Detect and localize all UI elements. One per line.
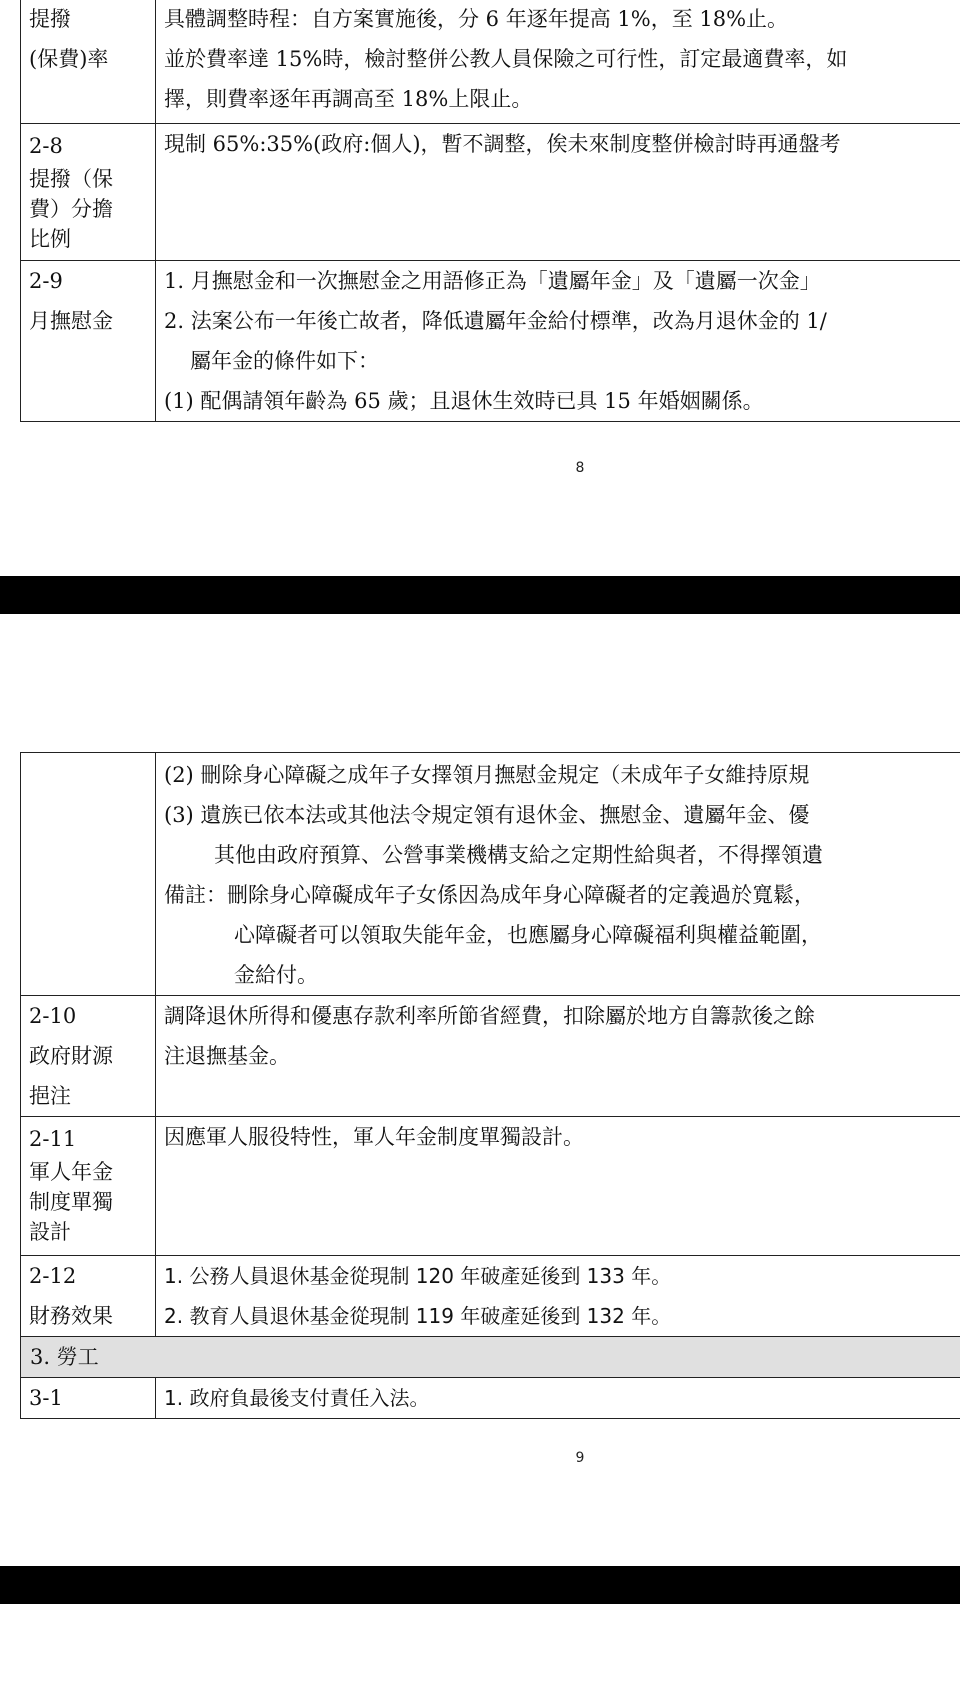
row-label-line: 政府財源 [29,1044,113,1068]
page-separator [0,576,960,614]
row-label-line: 2-11 [29,1127,77,1151]
row-label-line: 2-8 [29,134,63,158]
content-line: 心障礙者可以領取失能年金，也應屬身心障礙福利與權益範圍， [234,923,822,947]
section-title: 3. 勞工 [21,1337,960,1378]
row-label [21,261,156,422]
policy-table-page-8 [20,0,960,422]
page-separator [0,1566,960,1604]
table-row [21,753,960,996]
row-label-line: 提撥 [29,7,71,31]
content-line: 金給付。 [234,963,318,987]
row-label-line: 挹注 [29,1084,71,1108]
row-content [156,1256,960,1337]
content-line: 具體調整時程：自方案實施後，分 6 年逐年提高 1%，至 18%止。 [164,7,789,31]
table-row [21,124,960,261]
row-label-line: 月撫慰金 [29,309,113,333]
table-row [21,261,960,422]
row-content [156,1378,960,1419]
row-label-line: 軍人年金 [29,1160,113,1184]
row-label [21,753,156,996]
table-row [21,996,960,1117]
row-label-line: 2-9 [29,269,63,293]
row-label [21,1256,156,1337]
content-line: 其他由政府預算、公營事業機構支給之定期性給與者，不得擇領遺 [214,843,823,867]
content-line: 屬年金的條件如下： [190,349,379,373]
content-line: 因應軍人服役特性，軍人年金制度單獨設計。 [164,1125,584,1149]
table-row [21,1256,960,1337]
row-label [21,996,156,1117]
row-label-line: 費）分擔 [29,197,113,221]
content-line: 注退撫基金。 [164,1044,290,1068]
row-label [21,124,156,261]
row-label-line: 2-10 [29,1004,77,1028]
row-content [156,124,960,261]
row-label-line: 3-1 [29,1386,63,1410]
row-label-line: 設計 [29,1220,71,1244]
row-label [21,1378,156,1419]
row-content [156,0,960,124]
row-label [21,1117,156,1256]
row-label-line: 財務效果 [29,1304,113,1328]
section-header-row [21,1337,960,1378]
row-content [156,1117,960,1256]
content-line: 調降退休所得和優惠存款利率所節省經費，扣除屬於地方自籌款後之餘 [164,1004,815,1028]
row-content [156,261,960,422]
policy-table-page-9 [20,752,960,1419]
content-line: 1. 公務人員退休基金從現制 120 年破產延後到 133 年。 [164,1264,672,1288]
table-row [21,0,960,124]
content-line: (1) 配偶請領年齡為 65 歲；且退休生效時已具 15 年婚姻關係。 [164,389,764,413]
row-label-line: 提撥（保 [29,167,113,191]
page-number: 8 [575,460,585,476]
content-line: 現制 65%:35%(政府:個人)，暫不調整，俟未來制度整併檢討時再通盤考 [164,132,841,156]
row-content [156,996,960,1117]
row-label-line: 比例 [29,227,71,251]
row-label-line: 制度單獨 [29,1190,113,1214]
content-line: (2) 刪除身心障礙之成年子女擇領月撫慰金規定（未成年子女維持原規 [164,763,810,787]
content-line: 備註：刪除身心障礙成年子女係因為成年身心障礙者的定義過於寬鬆， [164,883,815,907]
row-label-line: (保費)率 [29,47,109,71]
content-line: 1. 政府負最後支付責任入法。 [164,1386,430,1410]
row-content [156,753,960,996]
table-row [21,1117,960,1256]
content-line: 1. 月撫慰金和一次撫慰金之用語修正為「遺屬年金」及「遺屬一次金」 [164,269,821,293]
content-line: 擇，則費率逐年再調高至 18%上限止。 [164,87,533,111]
content-line: (3) 遺族已依本法或其他法令規定領有退休金、撫慰金、遺屬年金、優 [164,803,810,827]
content-line: 並於費率達 15%時，檢討整併公教人員保險之可行性，訂定最適費率，如 [164,47,848,71]
content-line: 2. 法案公布一年後亡故者，降低遺屬年金給付標準，改為月退休金的 1/ [164,309,827,333]
row-label [21,0,156,124]
row-label-line: 2-12 [29,1264,77,1288]
content-line: 2. 教育人員退休基金從現制 119 年破產延後到 132 年。 [164,1304,672,1328]
table-row [21,1378,960,1419]
page-number: 9 [575,1450,585,1466]
